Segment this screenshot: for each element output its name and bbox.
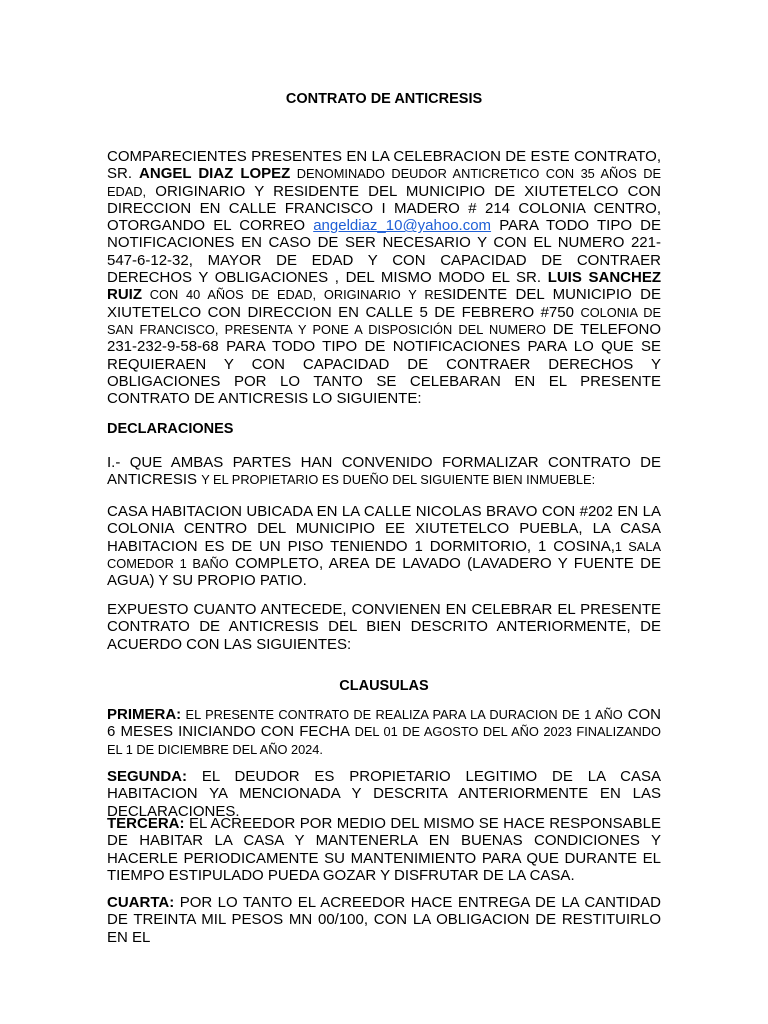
clause-tercera-text: EL ACREEDOR POR MEDIO DEL MISMO SE HACE RESPONSABLE DE HABITAR LA CASA Y MANTENERLA EN BUENAS CONDICIONES Y HACERLE PERIODICAMENTE SU MANTENIMIENTO PARA QUE DURANTE EL TIEMPO ESTIPULADO PUEDA GOZAR Y DISFRUTAR DE LA CASA. [107,815,661,884]
clause-tercera [107,815,661,884]
declaration-2-text-2: 1 SALA COMEDOR 1 BAÑO [107,538,661,571]
intro-text-1: COMPARECIENTES PRESENTES EN LA CELEBRACION DE ESTE CONTRATO, SR. [107,148,661,183]
clausulas-heading: CLAUSULAS [339,678,429,694]
declaration-2-text-3: COMPLETO, AREA DE LAVADO (LAVADERO Y FUENTE DE AGUA) Y SU PROPIO PATIO. [107,554,661,590]
declaration-1-text-1: I.- QUE AMBAS PARTES HAN CONVENIDO FORMALIZAR CONTRATO DE ANTICRESIS [107,454,661,489]
clause-segunda [107,768,661,820]
document-title: CONTRATO DE ANTICRESIS [285,91,483,107]
clause-cuarta [107,894,661,946]
intro-text-6: SIDENTE DEL MUNICIPIO DE XIUTETELCO CON DIRECCION EN CALLE 5 DE FEBRERO #750 [107,286,662,321]
clause-primera-text-2: CON 6 MESES INICIANDO CON FECHA [107,706,661,741]
declaration-1 [107,454,661,489]
creditor-name: LUIS SANCHEZ RUIZ [107,269,661,304]
declaration-1-text-2: Y EL PROPIETARIO ES DUEÑO DEL SIGUIENTE BIEN INMUEBLE: [201,472,596,488]
email-link[interactable]: angeldiaz_10@yahoo.com [313,217,492,235]
clause-tercera-label: TERCERA: [107,815,185,832]
declaraciones-heading: DECLARACIONES [107,421,234,437]
clause-segunda-text: EL DEUDOR ES PROPIETARIO LEGITIMO DE LA CASA HABITACION YA MENCIONADA Y DESCRITA ANTERIORMENTE EN LAS DECLARACIONES. [107,768,661,820]
clause-primera-label: PRIMERA: [107,706,182,723]
declaration-3: EXPUESTO CUANTO ANTECEDE, CONVIENEN EN CELEBRAR EL PRESENTE CONTRATO DE ANTICRESIS DEL BIEN DESCRITO ANTERIORMENTE, DE ACUERDO CON LAS SIGUIENTES: [107,601,661,653]
debtor-name: ANGEL DIAZ LOPEZ [139,165,291,183]
declaration-2-text-1: CASA HABITACION UBICADA EN LA CALLE NICOLAS BRAVO CON #202 EN LA COLONIA CENTRO DEL MUNICIPIO EE XIUTETELCO PUEBLA, LA CASA HABITACION ES DE UN PISO TENIENDO 1 DORMITORIO, 1 COSINA, [107,503,661,555]
intro-text-7: COLONIA DE SAN FRANCISCO, PRESENTA Y PONE A DISPOSICIÓN DEL NUMERO [107,304,661,337]
intro-paragraph [107,148,661,407]
intro-text-4: PARA TODO TIPO DE NOTIFICACIONES EN CASO DE SER NECESARIO Y CON EL NUMERO 221-547-6-12-32, MAYOR DE EDAD Y CON CAPACIDAD DE CONTRAER DERECHOS Y OBLIGACIONES , DEL MISMO MODO EL SR. [107,217,661,287]
clause-primera-text-3: DEL 01 DE AGOSTO DEL AÑO 2023 FINALIZANDO EL 1 DE DICIEMBRE DEL AÑO 2024. [107,724,661,757]
clause-segunda-label: SEGUNDA: [107,768,188,785]
clause-primera [107,706,661,758]
clause-cuarta-label: CUARTA: [107,894,175,911]
intro-text-2: DENOMINADO DEUDOR ANTICRETICO CON 35 AÑOS DE EDAD, [107,166,661,199]
intro-text-5: CON 40 AÑOS DE EDAD, ORIGINARIO Y RE [142,287,443,303]
intro-text-3: ORIGINARIO Y RESIDENTE DEL MUNICIPIO DE XIUTETELCO CON DIRECCION EN CALLE FRANCISCO I MADERO # 214 COLONIA CENTRO, OTORGANDO EL CORREO [107,182,661,235]
intro-text-8: DE TELEFONO 231-232-9-58-68 PARA TODO TIPO DE NOTIFICACIONES PARA LO QUE SE REQUIERAEN Y CON CAPACIDAD DE CONTRAER DERECHOS Y OBLIGACIONES POR LO TANTO SE CELEBARAN EN EL PRESENTE CONTRATO DE ANTICRESIS LO SIGUIENTE: [107,320,662,408]
declaration-2 [107,503,661,589]
clause-cuarta-text: POR LO TANTO EL ACREEDOR HACE ENTREGA DE LA CANTIDAD DE TREINTA MIL PESOS MN 00/100, CON LA OBLIGACION DE RESTITUIRLO EN EL [107,894,661,946]
clause-primera-text-1: EL PRESENTE CONTRATO DE REALIZA PARA LA DURACION DE 1 AÑO [181,707,623,722]
